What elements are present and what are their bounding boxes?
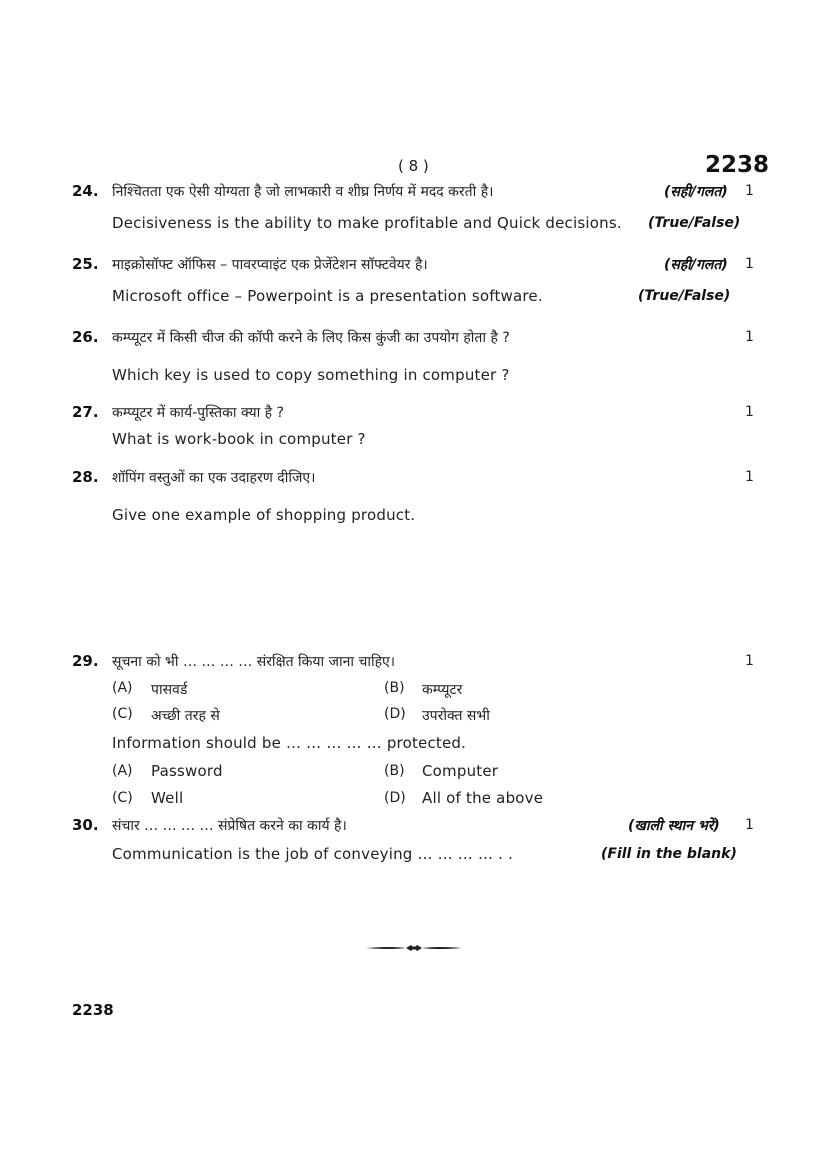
option-c-label: (C) [112, 706, 133, 722]
marks: 1 [745, 817, 754, 833]
answer-type-hindi: (सही/गलत) [664, 257, 728, 273]
option-d-label: (D) [384, 706, 406, 722]
question-text-hindi: सूचना को भी … … … … संरक्षित किया जाना चाहिए। [112, 654, 396, 670]
question-text-english: Communication is the job of conveying … … … … . . [112, 845, 514, 863]
marks: 1 [745, 469, 754, 485]
marks: 1 [745, 256, 754, 272]
question-text-hindi: माइक्रोसॉफ्ट ऑफिस – पावरप्वाइंट एक प्रेजेंटेशन सॉफ्टवेयर है। [112, 257, 428, 273]
answer-type-english: (True/False) [648, 215, 741, 231]
question-text-english: Which key is used to copy something in computer ? [112, 366, 510, 384]
question-number: 28. [72, 468, 99, 486]
option-d-label: (D) [384, 790, 406, 806]
question-text-english: What is work-book in computer ? [112, 430, 366, 448]
question-number: 25. [72, 255, 99, 273]
question-text-english: Give one example of shopping product. [112, 506, 416, 524]
option-a-label: (A) [112, 680, 133, 696]
question-number: 27. [72, 403, 99, 421]
question-number: 29. [72, 652, 99, 670]
option-c-label: (C) [112, 790, 133, 806]
question-number: 26. [72, 328, 99, 346]
answer-type-hindi: (खाली स्थान भरें) [628, 818, 720, 834]
question-text-english: Decisiveness is the ability to make profitable and Quick decisions. [112, 214, 622, 232]
question-text-hindi: शॉपिंग वस्तुओं का एक उदाहरण दीजिए। [112, 470, 316, 486]
option-b-label: (B) [384, 680, 405, 696]
option-b-english: Computer [422, 762, 499, 780]
question-text-hindi: निश्चितता एक ऐसी योग्यता है जो लाभकारी व शीघ्र निर्णय में मदद करती है। [112, 184, 494, 200]
option-b-hindi: कम्प्यूटर [422, 682, 463, 698]
footer-paper-code: 2238 [72, 1001, 114, 1019]
question-text-english: Information should be … … … … … protected. [112, 734, 467, 752]
question-text-hindi: संचार … … … … संप्रेषित करने का कार्य है। [112, 818, 347, 834]
option-d-english: All of the above [422, 789, 544, 807]
option-a-label: (A) [112, 763, 133, 779]
question-number: 24. [72, 182, 99, 200]
option-a-hindi: पासवर्ड [151, 682, 188, 698]
end-ornament-divider [366, 941, 462, 955]
option-c-hindi: अच्छी तरह से [151, 708, 220, 724]
option-d-hindi: उपरोक्त सभी [422, 708, 490, 724]
marks: 1 [745, 183, 754, 199]
page-number: ( 8 ) [398, 157, 429, 175]
answer-type-english: (Fill in the blank) [601, 846, 737, 862]
option-b-label: (B) [384, 763, 405, 779]
question-text-english: Microsoft office – Powerpoint is a presentation software. [112, 287, 543, 305]
answer-type-hindi: (सही/गलत) [664, 184, 728, 200]
question-text-hindi: कम्प्यूटर में कार्य-पुस्तिका क्या है ? [112, 405, 284, 421]
marks: 1 [745, 329, 754, 345]
marks: 1 [745, 404, 754, 420]
option-a-english: Password [151, 762, 223, 780]
question-text-hindi: कम्प्यूटर में किसी चीज की कॉपी करने के लिए किस कुंजी का उपयोग होता है ? [112, 330, 510, 346]
answer-type-english: (True/False) [638, 288, 731, 304]
marks: 1 [745, 653, 754, 669]
question-number: 30. [72, 816, 99, 834]
paper-code: 2238 [705, 152, 770, 178]
option-c-english: Well [151, 789, 184, 807]
